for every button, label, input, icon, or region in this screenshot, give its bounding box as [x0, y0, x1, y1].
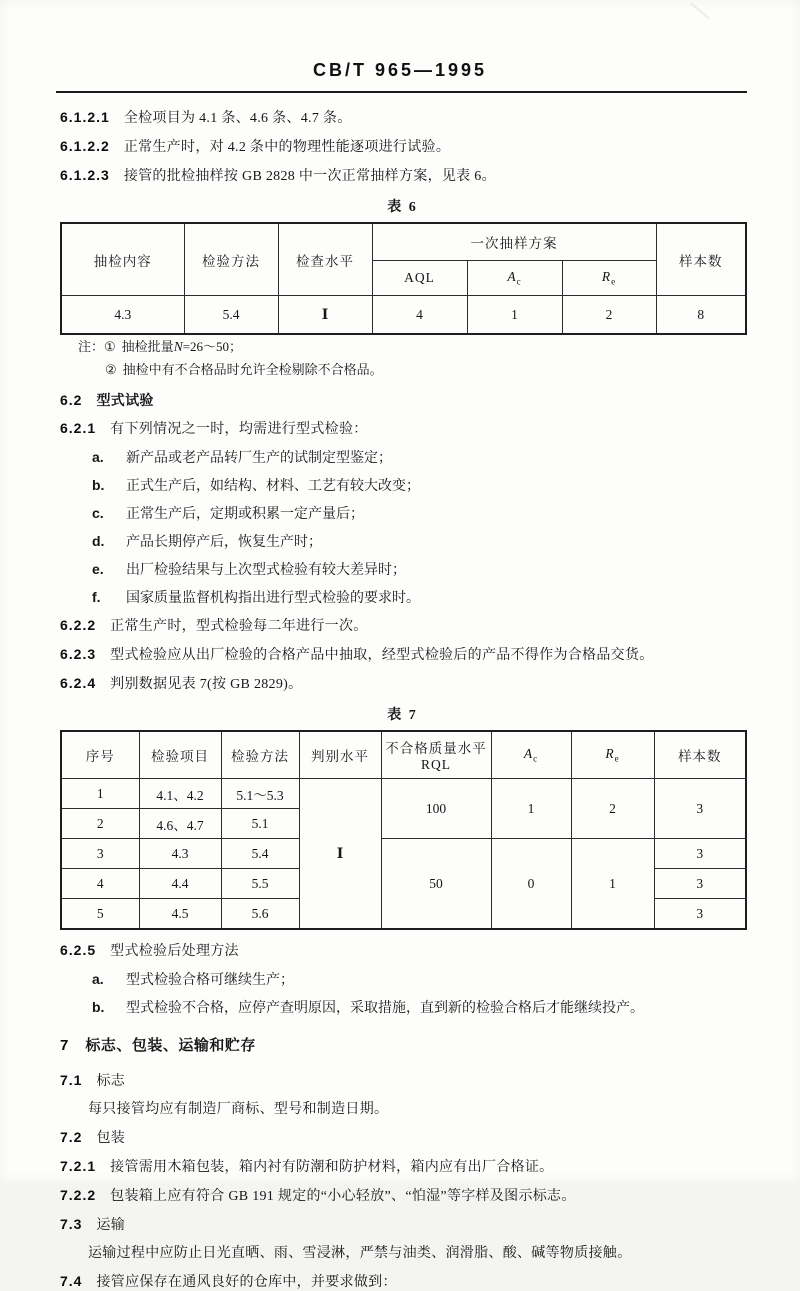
clause-text: 接管应保存在通风良好的仓库中，并要求做到：: [96, 1275, 397, 1290]
table7-col-method: 检验方法: [221, 731, 299, 779]
cell-rql-rows3-5: 50: [381, 839, 491, 930]
item-marker: b.: [92, 999, 105, 1015]
cell-sample: 3: [654, 869, 746, 899]
cell-ac-rows1-2: 1: [491, 779, 571, 839]
item-marker: d.: [92, 533, 105, 549]
clause-title: 型式试验: [96, 392, 154, 408]
item-text: 产品长期停产后，恢复生产时；: [126, 535, 322, 550]
note-2: [105, 362, 745, 378]
note-2-text: 抽检中有不合格品时允许全检剔除不合格品。: [122, 362, 383, 377]
cell-sample-rows1-2: 3: [654, 779, 746, 839]
cell-item: 4.6、4.7: [139, 809, 221, 839]
table6-col-level: 检查水平: [278, 223, 372, 296]
cell-aql: 4: [372, 296, 467, 335]
clause-text: 接管需用木箱包装，箱内衬有防潮和防护材料，箱内应有出厂合格证。: [110, 1160, 554, 1175]
table7-col-item: 检验项目: [139, 731, 221, 779]
item-marker: f.: [92, 589, 101, 605]
clause-number: 7.3: [60, 1216, 83, 1232]
clause-6-1-2-1: [60, 109, 745, 127]
re-subscript: e: [611, 276, 617, 287]
section-7-heading: [60, 1037, 745, 1054]
cell-sample: 3: [654, 839, 746, 869]
item-marker: b.: [92, 477, 105, 493]
table6-col-method: 检验方法: [184, 223, 278, 296]
clause-7-1: [60, 1072, 745, 1090]
cell-level: Ⅰ: [278, 296, 372, 335]
cell-method: 5.1: [221, 809, 299, 839]
clause-title: 包装: [96, 1131, 126, 1146]
table6-col-ac: [467, 261, 562, 296]
list-item-c: [92, 505, 745, 523]
item-marker: a.: [92, 971, 104, 987]
standard-number-header: CB/T 965—1995: [312, 60, 488, 80]
page-content: [0, 93, 800, 1291]
clause-text: 全检项目为 4.1 条、4.6 条、4.7 条。: [123, 111, 352, 126]
rql-label-line2: RQL: [421, 757, 451, 772]
clause-number: 7.2: [60, 1129, 83, 1145]
note-1-variable: N: [173, 339, 183, 354]
table6-col-plan: 一次抽样方案: [372, 223, 656, 261]
clause-text: 正常生产时，型式检验每二年进行一次。: [110, 619, 368, 634]
note-label: 注：: [78, 339, 105, 354]
clause-7-2-2: [60, 1187, 745, 1205]
table6-col-re: [562, 261, 656, 296]
table7-col-level: 判别水平: [299, 731, 381, 779]
clause-6-2-4: [60, 675, 745, 693]
cell-no: 2: [61, 809, 139, 839]
rql-label-line1: 不合格质量水平: [385, 741, 487, 756]
cell-no: 1: [61, 779, 139, 809]
paragraph-7-3: 运输过程中应防止日光直晒、雨、雪浸淋，严禁与油类、润滑脂、酸、碱等物质接触。: [88, 1246, 632, 1261]
list-item-d: [92, 533, 745, 551]
clause-6-2-1: [60, 420, 745, 438]
clause-7-3: [60, 1216, 745, 1234]
table6-col-aql: AQL: [372, 261, 467, 296]
clause-text: 接管的批检抽样按 GB 2828 中一次正常抽样方案，见表 6。: [123, 169, 496, 184]
list-6-2-1: [92, 449, 745, 607]
item-text: 正常生产后，定期或积累一定产量后；: [126, 507, 364, 522]
note-1-pre: 抽检批量: [121, 339, 174, 354]
cell-content: 4.3: [61, 296, 184, 335]
clause-number: 6.1.2.2: [60, 138, 110, 154]
cell-re: 2: [562, 296, 656, 335]
table7-col-rql: [381, 731, 491, 779]
clause-number: 7.2.1: [60, 1158, 97, 1174]
note-2-marker: ②: [105, 362, 117, 377]
clause-number: 7.1: [60, 1072, 83, 1088]
clause-number: 6.2: [60, 392, 83, 408]
clause-6-1-2-2: [60, 138, 745, 156]
table6-header-row-1: [61, 223, 746, 261]
cell-level-merged: Ⅰ: [299, 779, 381, 930]
cell-method: 5.4: [221, 839, 299, 869]
clause-text: 包装箱上应有符合 GB 191 规定的“小心轻放”、“怕湿”等字样及图示标志。: [110, 1189, 576, 1204]
cell-item: 4.4: [139, 869, 221, 899]
item-text: 新产品或老产品转厂生产的试制定型鉴定；: [126, 451, 392, 466]
ac-symbol: A: [523, 746, 534, 762]
table6-caption: 表 6: [387, 200, 418, 215]
item-text: 正式生产后，如结构、材料、工艺有较大改变；: [126, 479, 420, 494]
list-item-b: [92, 999, 745, 1017]
clause-number: 6.2.1: [60, 420, 97, 436]
item-text: 国家质量监督机构指出进行型式检验的要求时。: [126, 591, 420, 606]
item-text: 出厂检验结果与上次型式检验有较大差异时；: [126, 563, 406, 578]
clause-6-2-2: [60, 617, 745, 635]
cell-rql-rows1-2: 100: [381, 779, 491, 839]
clause-7-2: [60, 1129, 745, 1147]
ac-subscript: c: [516, 276, 522, 287]
list-item-a: [92, 971, 745, 989]
clause-number: 6.2.2: [60, 617, 97, 633]
table-7: [60, 730, 747, 930]
list-item-f: [92, 589, 745, 607]
clause-number: 7.4: [60, 1273, 83, 1289]
clause-7-2-1: [60, 1158, 745, 1176]
clause-text: 正常生产时，对 4.2 条中的物理性能逐项进行试验。: [123, 140, 451, 155]
cell-method: 5.1～5.3: [221, 779, 299, 809]
item-text: 型式检验合格可继续生产；: [126, 973, 294, 988]
table6-col-content: 抽检内容: [61, 223, 184, 296]
item-marker: c.: [92, 505, 104, 521]
clause-6-2-3: [60, 646, 745, 664]
item-text: 型式检验不合格，应停产查明原因，采取措施，直到新的检验合格后才能继续投产。: [126, 1001, 644, 1016]
table7-col-re: [571, 731, 654, 779]
cell-item: 4.3: [139, 839, 221, 869]
ac-symbol: A: [507, 269, 517, 285]
list-item-e: [92, 561, 745, 579]
table7-header-row: [61, 731, 746, 779]
cell-no: 5: [61, 899, 139, 930]
clause-6-1-2-3: [60, 167, 745, 185]
table7-row-3: [61, 839, 746, 869]
clause-number: 6.1.2.1: [60, 109, 110, 125]
clause-text: 型式检验后处理方法: [110, 944, 239, 959]
cell-sample: 3: [654, 899, 746, 930]
cell-re-rows1-2: 2: [571, 779, 654, 839]
section-title: 标志、包装、运输和贮存: [85, 1037, 256, 1054]
table7-col-no: 序号: [61, 731, 139, 779]
re-symbol: R: [601, 269, 612, 285]
cell-method: 5.4: [184, 296, 278, 335]
cell-ac: 1: [467, 296, 562, 335]
cell-ac-rows3-5: 0: [491, 839, 571, 930]
note-1-post: =26～50；: [182, 339, 243, 354]
table6-data-row: [61, 296, 746, 335]
table6-notes: [78, 339, 745, 378]
note-1-marker: ①: [104, 339, 116, 354]
cell-re-rows3-5: 1: [571, 839, 654, 930]
cell-method: 5.6: [221, 899, 299, 930]
item-marker: e.: [92, 561, 104, 577]
clause-6-2: [60, 392, 745, 409]
cell-no: 4: [61, 869, 139, 899]
cell-sample: 8: [656, 296, 746, 335]
cell-no: 3: [61, 839, 139, 869]
clause-text: 型式检验应从出厂检验的合格产品中抽取，经型式检验后的产品不得作为合格品交货。: [110, 648, 654, 663]
cell-item: 4.1、4.2: [139, 779, 221, 809]
table6-col-sample: 样本数: [656, 223, 746, 296]
section-number: 7: [60, 1037, 70, 1054]
re-subscript: e: [614, 753, 620, 764]
ac-subscript: c: [533, 753, 539, 764]
table7-col-ac: [491, 731, 571, 779]
table7-caption: 表 7: [387, 708, 418, 723]
note-1: [78, 339, 745, 355]
table7-row-1: [61, 779, 746, 809]
cell-item: 4.5: [139, 899, 221, 930]
clause-number: 6.2.4: [60, 675, 97, 691]
table-6: [60, 222, 747, 335]
clause-text: 判别数据见表 7(按 GB 2829)。: [110, 677, 303, 692]
clause-6-2-5: [60, 942, 745, 960]
clause-number: 7.2.2: [60, 1187, 97, 1203]
list-item-b: [92, 477, 745, 495]
paragraph-7-1: 每只接管均应有制造厂商标、型号和制造日期。: [88, 1102, 389, 1117]
clause-number: 6.1.2.3: [60, 167, 110, 183]
clause-text: 有下列情况之一时，均需进行型式检验：: [110, 422, 368, 437]
list-item-a: [92, 449, 745, 467]
re-symbol: R: [605, 746, 615, 762]
cell-method: 5.5: [221, 869, 299, 899]
item-marker: a.: [92, 449, 104, 465]
clause-7-4: [60, 1273, 745, 1291]
clause-number: 6.2.3: [60, 646, 97, 662]
table7-col-sample: 样本数: [654, 731, 746, 779]
clause-number: 6.2.5: [60, 942, 97, 958]
list-6-2-5: [92, 971, 745, 1017]
clause-title: 标志: [96, 1074, 126, 1089]
clause-title: 运输: [96, 1218, 126, 1233]
